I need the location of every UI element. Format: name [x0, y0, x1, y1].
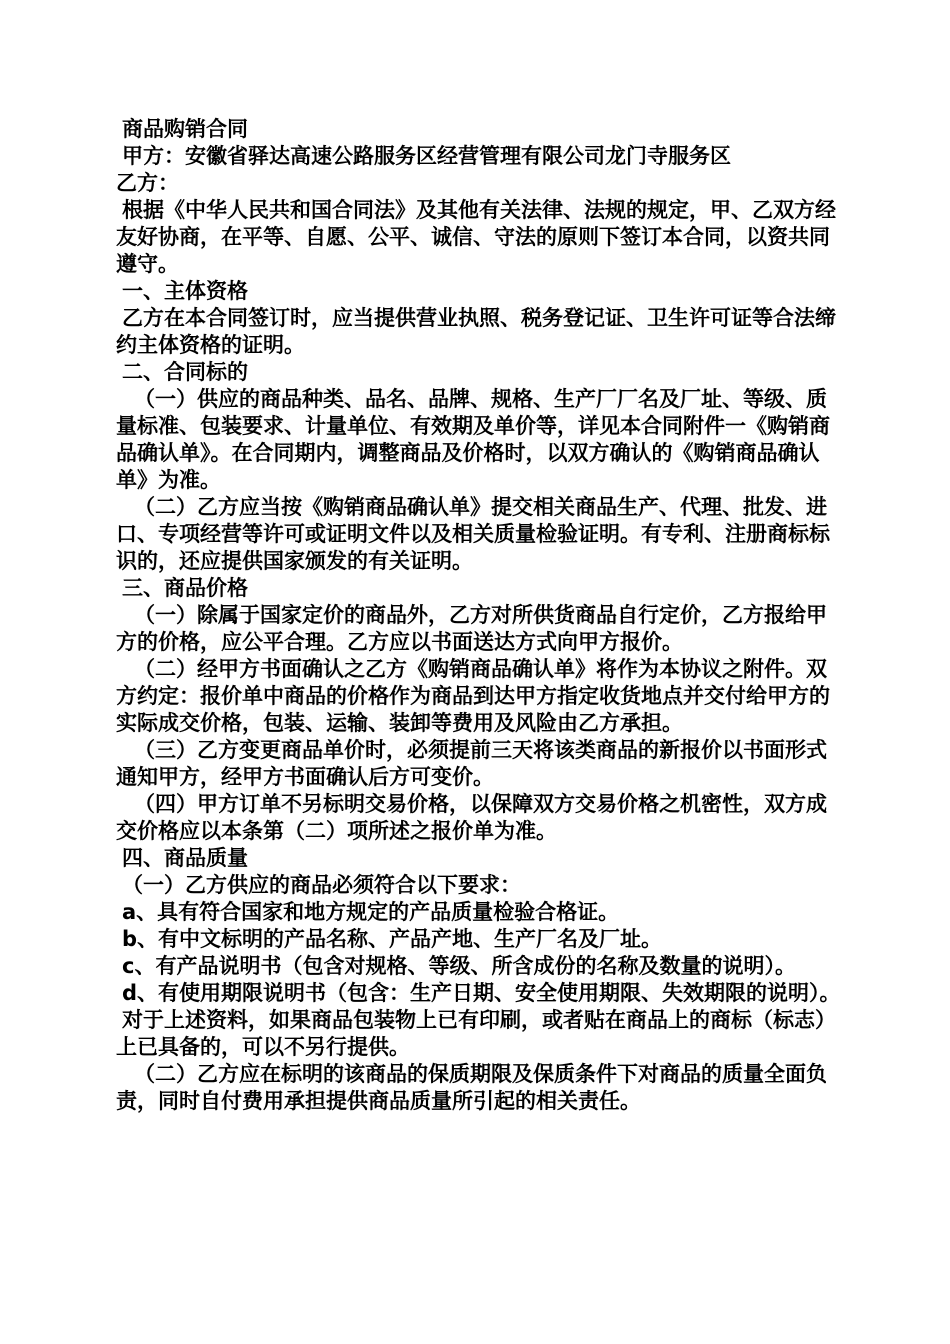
- section-3-paragraph-2: （二）经甲方书面确认之乙方《购销商品确认单》将作为本协议之附件。双方约定：报价单中商品的价格作为商品到达甲方指定收货地点并交付给甲方的实际成交价格，包装、运输、装卸等费用及风险由乙方承担。: [116, 657, 830, 735]
- section-2-paragraph-1: （一）供应的商品种类、品名、品牌、规格、生产厂厂名及厂址、等级、质量标准、包装要求、计量单位、有效期及单价等，详见本合同附件一《购销商品确认单》。在合同期内，调整商品及价格时，以双方确认的《购销商品确认单》为准。: [116, 387, 830, 492]
- section-4-item-a: a、具有符合国家和地方规定的产品质量检验合格证。: [122, 900, 620, 924]
- section-2-paragraph-2: （二）乙方应当按《购销商品确认单》提交相关商品生产、代理、批发、进口、专项经营等许可或证明文件以及相关质量检验证明。有专利、注册商标标识的，还应提供国家颁发的有关证明。: [116, 495, 830, 573]
- section-3-paragraph-4: （四）甲方订单不另标明交易价格，以保障双方交易价格之机密性，双方成交价格应以本条第（二）项所述之报价单为准。: [116, 792, 827, 843]
- section-3-paragraph-1: （一）除属于国家定价的商品外，乙方对所供货商品自行定价，乙方报给甲方的价格，应公平合理。乙方应以书面送达方式向甲方报价。: [116, 603, 827, 654]
- section-3-paragraph-3: （三）乙方变更商品单价时，必须提前三天将该类商品的新报价以书面形式通知甲方，经甲方书面确认后方可变价。: [116, 738, 827, 789]
- party-a: 甲方：安徽省驿达高速公路服务区经营管理有限公司龙门寺服务区: [122, 144, 731, 168]
- section-4-item-c: c、有产品说明书（包含对规格、等级、所含成份的名称及数量的说明）。: [122, 954, 796, 978]
- section-4-heading: 四、商品质量: [122, 846, 248, 870]
- section-4-note: 对于上述资料，如果商品包装物上已有印刷，或者贴在商品上的商标（标志）上已具备的，可以不另行提供。: [116, 1008, 836, 1059]
- document-title: 商品购销合同: [122, 117, 248, 141]
- section-4-paragraph-1: （一）乙方供应的商品必须符合以下要求：: [122, 873, 521, 897]
- section-2-heading: 二、合同标的: [122, 360, 248, 384]
- party-b: 乙方：: [116, 171, 179, 195]
- preamble-paragraph: 根据《中华人民共和国合同法》及其他有关法律、法规的规定，甲、乙双方经友好协商，在平等、自愿、公平、诚信、守法的原则下签订本合同，以资共同遵守。: [116, 198, 836, 276]
- section-4-item-d: d、有使用期限说明书（包含：生产日期、安全使用期限、失效期限的说明）。: [122, 981, 841, 1005]
- section-3-heading: 三、商品价格: [122, 576, 248, 600]
- contract-document: [116, 116, 846, 1115]
- section-4-item-b: b、有中文标明的产品名称、产品产地、生产厂名及厂址。: [122, 927, 663, 951]
- section-1-paragraph-1: 乙方在本合同签订时，应当提供营业执照、税务登记证、卫生许可证等合法缔约主体资格的证明。: [116, 306, 836, 357]
- section-4-paragraph-2: （二）乙方应在标明的该商品的保质期限及保质条件下对商品的质量全面负责，同时自付费用承担提供商品质量所引起的相关责任。: [116, 1062, 827, 1113]
- section-1-heading: 一、主体资格: [122, 279, 248, 303]
